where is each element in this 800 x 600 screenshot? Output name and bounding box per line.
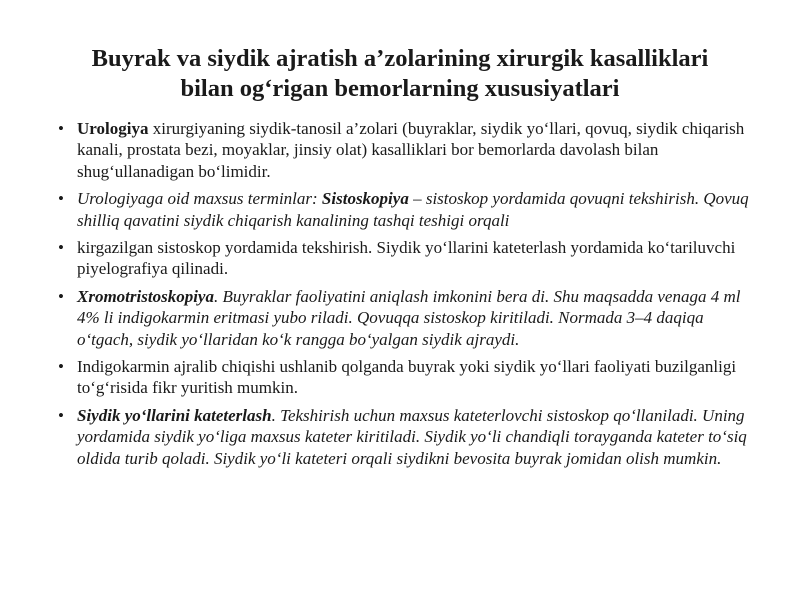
bullet-dot: • [58,238,64,258]
slide-title [40,44,760,104]
bullet-text: Indigokarmin ajralib chiqishi ushlanib qolganda buyrak yoki siydik yo‘llari faoliyati buzilganligi to‘g‘risida fikr yuritish mumkin. [77,357,737,398]
bullet-dot: • [58,189,64,209]
bullet-term: Xromotristoskopiya [77,286,214,306]
title-line-1: Buyrak va siydik ajratish a’zolarining xirurgik kasalliklari [91,45,709,72]
bullet-dot: • [58,119,64,138]
bullet-kateterlash [44,405,764,469]
bullet-text: kirgazilgan sistoskop yordamida tekshirish. Siydik yo‘llarini kateterlash yordamida ko‘tariluvchi piyelografiya qilinadi. [77,238,736,279]
bullet-text: – sistoskop yordamida qovuqni tekshirish. Qovuq shilliq qavatini siydik chiqarish kanalining tashqi teshigi orqali [77,189,749,230]
bullet-indigokarmin [44,356,764,399]
bullet-sistoskop [44,237,764,280]
bullet-xromotristoskopiya [44,286,764,350]
bullet-terminlar [44,188,764,231]
bullet-term: Siydik yo‘llarini kateterlash [77,405,272,425]
bullet-dot: • [58,286,64,306]
bullet-dot: • [58,405,64,425]
bullet-term: Sistoskopiya [321,189,409,209]
bullet-urologiya [44,118,764,182]
bullet-term: Urologiya [77,119,149,138]
bullet-text: xirurgiyaning siydik-tanosil a’zolari (buyraklar, siydik yo‘llari, qovuq, siydik chiqarish kanali, prostata bezi, moyaklar, jinsiy olat) kasalliklari bor bemorlarda davolash bilan shug‘ullanadigan bo‘limidir. [77,119,745,181]
bullet-list [44,118,764,475]
bullet-text: . Tekshirish uchun maxsus kateterlovchi sistoskop qo‘llaniladi. Uning yordamida siydik yo‘liga maxsus kateter kiritiladi. Siydik yo‘li chandiqli torayganda kateter to‘siq oldida turib qoladi. Siydik yo‘li kateteri orqali siydikni bevosita buyrak jomidan olish mumkin. [77,405,747,468]
bullet-dot: • [58,357,64,377]
bullet-text: . Buyraklar faoliyatini aniqlash imkonini bera di. Shu maqsadda venaga 4 ml 4% li indigokarmin eritmasi yubo riladi. Qovuqqa sistoskop kiritiladi. Normada 3–4 daqiqa o‘tgach, siydik yo‘llaridan ko‘k rangga bo‘yalgan siydik ajraydi. [77,286,741,349]
title-line-2: bilan og‘rigan bemorlarning xususiyatlari [180,75,620,102]
bullet-lead: Urologiyaga oid maxsus terminlar: [77,189,322,209]
